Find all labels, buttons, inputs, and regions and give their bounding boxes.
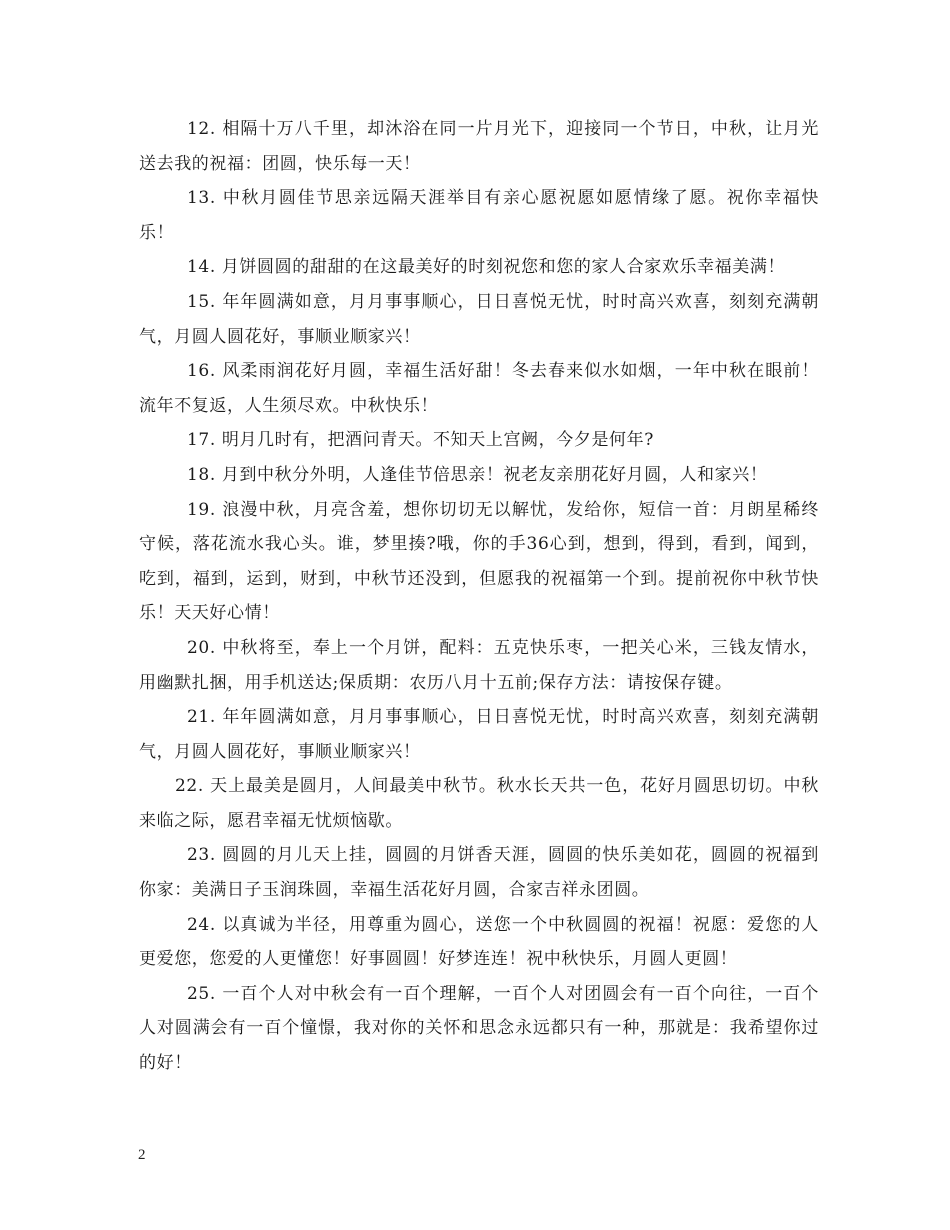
paragraph-21: 21. 年年圆满如意，月月事事顺心，日日喜悦无忧，时时高兴欢喜，刻刻充满朝气，月圆人圆花好，事顺业顺家兴！ [139,707,819,762]
paragraph-13: 13. 中秋月圆佳节思亲远隔天涯举目有亲心愿祝愿如愿情缘了愿。祝你幸福快乐！ [139,188,819,243]
paragraph-19: 19. 浪漫中秋，月亮含羞，想你切切无以解忧，发给你，短信一首：月朗星稀终守候，落花流水我心头。谁，梦里揍?哦，你的手36心到，想到，得到，看到，闻到，吃到，福到，运到，财到，中秋节还没到，但愿我的祝福第一个到。提前祝你中秋节快乐！天天好心情！ [139,499,819,624]
page-number: 2 [138,1147,146,1163]
paragraph-23: 23. 圆圆的月儿天上挂，圆圆的月饼香天涯，圆圆的快乐美如花，圆圆的祝福到你家：美满日子玉润珠圆，幸福生活花好月圆，合家吉祥永团圆。 [139,845,819,901]
paragraph-18: 18. 月到中秋分外明，人逢佳节倍思亲！祝老友亲朋花好月圆，人和家兴！ [187,464,768,485]
paragraph-16: 16. 风柔雨润花好月圆，幸福生活好甜！冬去春来似水如烟，一年中秋在眼前！流年不复返，人生须尽欢。中秋快乐！ [139,361,819,416]
document-body [139,112,819,1081]
paragraph-22: 22. 天上最美是圆月，人间最美中秋节。秋水长天共一色，花好月圆思切切。中秋来临之际，愿君幸福无忧烦恼歇。 [139,776,819,831]
paragraph-24: 24. 以真诚为半径，用尊重为圆心，送您一个中秋圆圆的祝福！祝愿：爱您的人更爱您，您爱的人更懂您！好事圆圆！好梦连连！祝中秋快乐，月圆人更圆！ [139,914,819,970]
paragraph-14: 14. 月饼圆圆的甜甜的在这最美好的时刻祝您和您的家人合家欢乐幸福美满！ [187,257,786,278]
paragraph-25: 25. 一百个人对中秋会有一百个理解，一百个人对团圆会有一百个向往，一百个人对圆满会有一百个憧憬，我对你的关怀和思念永远都只有一种，那就是：我希望你过的好！ [139,983,819,1074]
paragraph-12: 12. 相隔十万八千里，却沐浴在同一片月光下，迎接同一个节日，中秋，让月光送去我的祝福：团圆，快乐每一天！ [139,119,819,174]
paragraph-17: 17. 明月几时有，把酒问青天。不知天上宫阙，今夕是何年? [187,430,654,451]
paragraph-15: 15. 年年圆满如意，月月事事顺心，日日喜悦无忧，时时高兴欢喜，刻刻充满朝气，月圆人圆花好，事顺业顺家兴！ [139,291,819,347]
paragraph-20: 20. 中秋将至，奉上一个月饼，配料：五克快乐枣，一把关心米，三钱友情水，用幽默扎捆，用手机送达;保质期：农历八月十五前;保存方法：请按保存键。 [139,637,819,693]
